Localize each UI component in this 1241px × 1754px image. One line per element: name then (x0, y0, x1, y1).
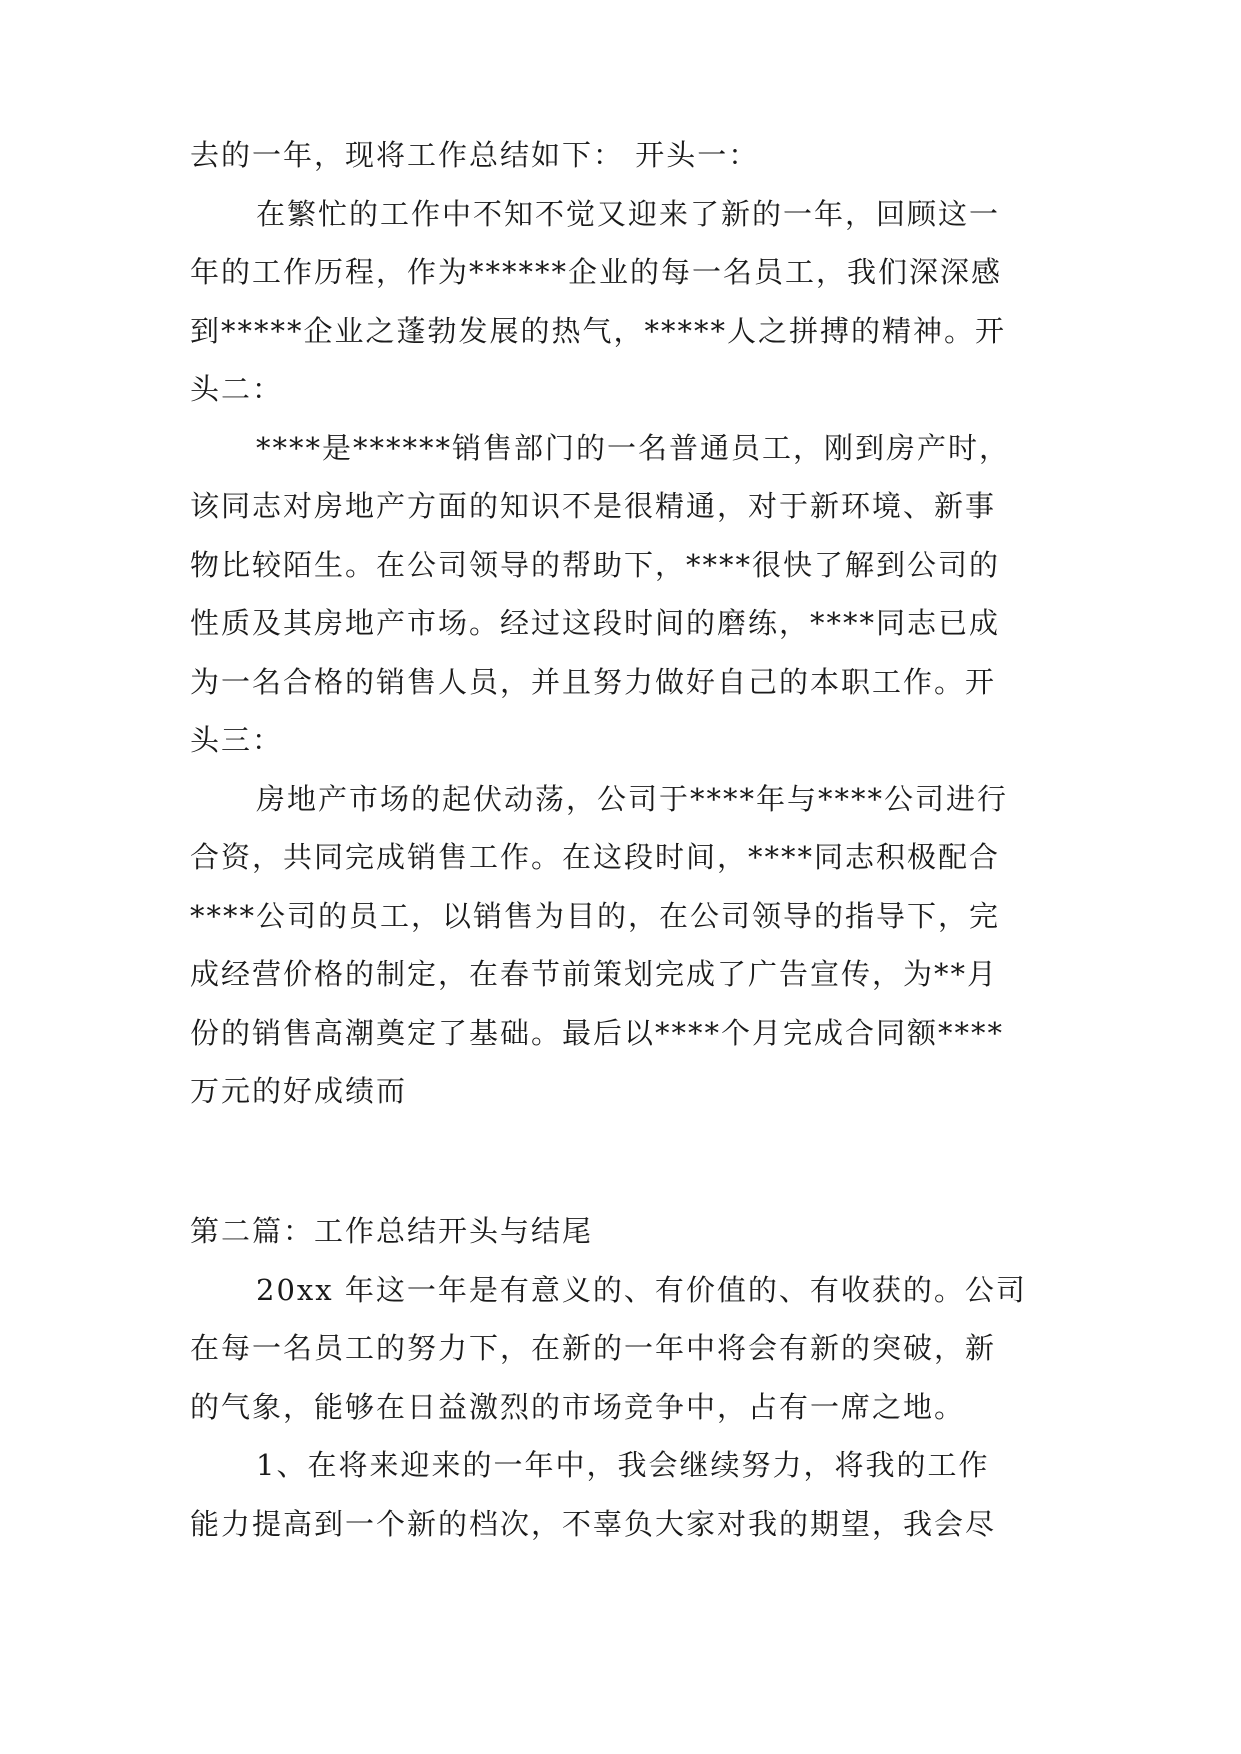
section-one-line: 物比较陌生。在公司领导的帮助下，****很快了解到公司的 (190, 547, 1001, 582)
section-two-text (190, 1202, 1060, 1553)
section-one-line: 该同志对房地产方面的知识不是很精通，对于新环境、新事 (190, 489, 997, 523)
section-one-line: 在繁忙的工作中不知不觉又迎来了新的一年，回顾这一 (256, 196, 1001, 231)
section-one-line: 合资，共同完成销售工作。在这段时间，****同志积极配合 (190, 840, 1001, 874)
section-two-line: 20xx 年这一年是有意义的、有价值的、有收获的。公司 (256, 1272, 1027, 1307)
section-one-line: 为一名合格的销售人员，并且努力做好自己的本职工作。开 (190, 664, 997, 699)
section-one-text (190, 126, 1060, 1121)
section-one-line: ****公司的员工，以销售为目的，在公司领导的指导下，完 (190, 898, 1001, 933)
section-two-line: 能力提高到一个新的档次，不辜负大家对我的期望，我会尽 (190, 1506, 997, 1541)
section-two-line: 第二篇：工作总结开头与结尾 (190, 1214, 594, 1248)
section-two-line: 的气象，能够在日益激烈的市场竞争中，占有一席之地。 (190, 1389, 966, 1424)
section-one-line: ****是******销售部门的一名普通员工，刚到房产时， (256, 430, 1011, 465)
section-one-line: 房地产市场的起伏动荡，公司于****年与****公司进行 (256, 781, 1009, 816)
section-one-line: 头二： (190, 372, 284, 406)
section-one-line: 年的工作历程，作为******企业的每一名员工，我们深深感 (190, 255, 1003, 289)
section-one-line: 到*****企业之蓬勃发展的热气，*****人之拼搏的精神。开 (190, 313, 1007, 348)
section-one-line: 性质及其房地产市场。经过这段时间的磨练，****同志已成 (190, 606, 1001, 640)
section-one-line: 份的销售高潮奠定了基础。最后以****个月完成合同额**** (190, 1015, 1005, 1050)
section-one-line: 头三： (190, 723, 284, 757)
section-two-line: 1、在将来迎来的一年中，我会继续努力，将我的工作 (256, 1448, 990, 1482)
section-one-line: 成经营价格的制定，在春节前策划完成了广告宣传，为**月 (190, 957, 999, 991)
section-two-line: 在每一名员工的努力下，在新的一年中将会有新的突破，新 (190, 1331, 997, 1365)
section-one-line: 万元的好成绩而 (190, 1074, 408, 1108)
section-one-line: 去的一年，现将工作总结如下： 开头一： (190, 138, 760, 172)
